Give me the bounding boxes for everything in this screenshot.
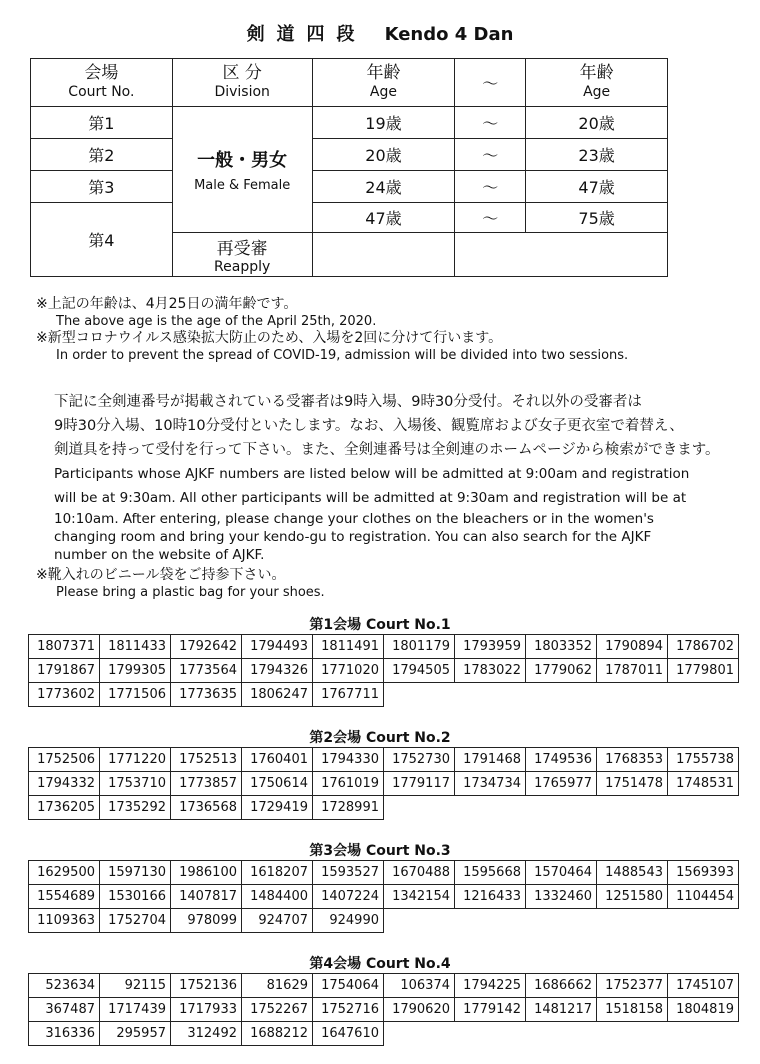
ajkf-number-cell: 1670488 (384, 861, 455, 885)
ajkf-number-cell: 924707 (242, 909, 313, 933)
ajkf-number-cell: 1735292 (100, 796, 171, 820)
number-row (29, 796, 739, 820)
blank-cell (455, 1022, 526, 1046)
ajkf-number-cell: 1799305 (100, 659, 171, 683)
ajkf-number-cell: 1407224 (313, 885, 384, 909)
blank-cell (526, 909, 597, 933)
blank-cell (597, 683, 668, 707)
ajkf-number-cell: 1750614 (242, 772, 313, 796)
age-from-cell: 47歳 (312, 203, 455, 233)
title-ja: 剣道四段 (246, 24, 367, 45)
court3-table (28, 860, 739, 933)
ajkf-number-cell: 1484400 (242, 885, 313, 909)
ajkf-number-cell: 1752704 (100, 909, 171, 933)
court1-table (28, 634, 739, 707)
number-row (29, 974, 739, 998)
ajkf-number-cell: 1773857 (171, 772, 242, 796)
ajkf-number-cell: 1729419 (242, 796, 313, 820)
court-cell: 第2 (31, 139, 173, 171)
blank-cell (455, 683, 526, 707)
ajkf-number-cell: 1811491 (313, 635, 384, 659)
header-division: 区 分 Division (172, 59, 312, 107)
ajkf-number-cell: 1753710 (100, 772, 171, 796)
ajkf-number-cell: 1773635 (171, 683, 242, 707)
ajkf-number-cell: 1986100 (171, 861, 242, 885)
ajkf-number-cell: 1734734 (455, 772, 526, 796)
header-tilde: ～ (455, 59, 526, 107)
ajkf-number-cell: 1779117 (384, 772, 455, 796)
ajkf-number-cell: 1688212 (242, 1022, 313, 1046)
number-row (29, 683, 739, 707)
ajkf-number-cell: 1332460 (526, 885, 597, 909)
ajkf-number-cell: 1771220 (100, 748, 171, 772)
ajkf-number-cell: 1530166 (100, 885, 171, 909)
ajkf-number-cell: 1554689 (29, 885, 100, 909)
age-row (31, 139, 668, 171)
header-age-from: 年齢 Age (312, 59, 455, 107)
blank-cell (526, 1022, 597, 1046)
court2-table (28, 747, 739, 820)
ajkf-number-cell: 1803352 (526, 635, 597, 659)
age-row (31, 171, 668, 203)
ajkf-number-cell: 1790620 (384, 998, 455, 1022)
ajkf-number-cell: 1786702 (668, 635, 739, 659)
ajkf-number-cell: 1768353 (597, 748, 668, 772)
tilde-cell: ～ (455, 139, 526, 171)
ajkf-number-cell: 312492 (171, 1022, 242, 1046)
division-cell: 一般・男女 Male & Female (172, 107, 312, 233)
ajkf-number-cell: 1752267 (242, 998, 313, 1022)
admission-paragraph-ja: 下記に全剣連番号が掲載されている受審者は9時入場、9時30分受付。それ以外の受審者は 9時30分入場、10時10分受付といたします。なお、入場後、観覧席および女子更衣室で着替え、 剣道具を持って受付を行って下さい。また、全剣連番号は全剣連のホームページから検索ができます。 (54, 394, 720, 458)
ajkf-number-cell: 1754064 (313, 974, 384, 998)
blank-cell (384, 796, 455, 820)
ajkf-number-cell: 1717439 (100, 998, 171, 1022)
ajkf-number-cell: 1518158 (597, 998, 668, 1022)
ajkf-number-cell: 1779801 (668, 659, 739, 683)
ajkf-number-cell: 1407817 (171, 885, 242, 909)
ajkf-number-cell: 1760401 (242, 748, 313, 772)
court2-title: 第2会場 Court No.2 (309, 730, 451, 746)
ajkf-number-cell: 1752513 (171, 748, 242, 772)
header-age-to: 年齢 Age (526, 59, 668, 107)
ajkf-number-cell: 1104454 (668, 885, 739, 909)
note-age-ja: ※上記の年齢は、4月25日の満年齢です。 (36, 296, 298, 312)
ajkf-number-cell: 1806247 (242, 683, 313, 707)
ajkf-number-cell: 92115 (100, 974, 171, 998)
age-table-header (31, 59, 668, 107)
blank-cell (455, 909, 526, 933)
tilde-cell: ～ (455, 203, 526, 233)
ajkf-number-cell: 1736205 (29, 796, 100, 820)
ajkf-number-cell: 1752377 (597, 974, 668, 998)
age-row (31, 107, 668, 139)
ajkf-number-cell: 1647610 (313, 1022, 384, 1046)
blank-cell (597, 1022, 668, 1046)
ajkf-number-cell: 1779142 (455, 998, 526, 1022)
ajkf-number-cell: 523634 (29, 974, 100, 998)
ajkf-number-cell: 1793959 (455, 635, 526, 659)
ajkf-number-cell: 106374 (384, 974, 455, 998)
empty-cell (455, 233, 668, 277)
note-covid-ja: ※新型コロナウイルス感染拡大防止のため、入場を2回に分けて行います。 (36, 330, 503, 346)
ajkf-number-cell: 1794332 (29, 772, 100, 796)
ajkf-number-cell: 924990 (313, 909, 384, 933)
ajkf-number-cell: 1629500 (29, 861, 100, 885)
age-to-cell: 75歳 (526, 203, 668, 233)
number-row (29, 748, 739, 772)
age-to-cell: 47歳 (526, 171, 668, 203)
ajkf-number-cell: 1736568 (171, 796, 242, 820)
ajkf-number-cell: 1595668 (455, 861, 526, 885)
ajkf-number-cell: 978099 (171, 909, 242, 933)
ajkf-number-cell: 1792642 (171, 635, 242, 659)
blank-cell (455, 796, 526, 820)
reapply-cell: 再受審 Reapply (172, 233, 312, 277)
ajkf-number-cell: 1745107 (668, 974, 739, 998)
ajkf-number-cell: 1791468 (455, 748, 526, 772)
ajkf-number-cell: 1717933 (171, 998, 242, 1022)
ajkf-number-cell: 1569393 (668, 861, 739, 885)
court-cell: 第3 (31, 171, 173, 203)
blank-cell (526, 796, 597, 820)
ajkf-number-cell: 316336 (29, 1022, 100, 1046)
ajkf-number-cell: 1794505 (384, 659, 455, 683)
ajkf-number-cell: 1751478 (597, 772, 668, 796)
ajkf-number-cell: 1570464 (526, 861, 597, 885)
ajkf-number-cell: 1748531 (668, 772, 739, 796)
blank-cell (597, 909, 668, 933)
blank-cell (384, 909, 455, 933)
age-table (30, 58, 668, 277)
ajkf-number-cell: 1755738 (668, 748, 739, 772)
ajkf-number-cell: 81629 (242, 974, 313, 998)
court-cell: 第4 (31, 203, 173, 277)
number-row (29, 909, 739, 933)
ajkf-number-cell: 1342154 (384, 885, 455, 909)
blank-cell (668, 796, 739, 820)
ajkf-number-cell: 1783022 (455, 659, 526, 683)
header-court: 会場 Court No. (31, 59, 173, 107)
ajkf-number-cell: 1752136 (171, 974, 242, 998)
ajkf-number-cell: 1593527 (313, 861, 384, 885)
empty-cell (312, 233, 455, 277)
age-row (31, 203, 668, 233)
ajkf-number-cell: 1794225 (455, 974, 526, 998)
page-title (0, 20, 760, 46)
ajkf-number-cell: 1790894 (597, 635, 668, 659)
ajkf-number-cell: 1773602 (29, 683, 100, 707)
shoes-note: ※靴入れのビニール袋をご持参下さい。 Please bring a plastic bag for your shoes. (36, 567, 325, 600)
blank-cell (668, 683, 739, 707)
court4-title: 第4会場 Court No.4 (309, 956, 451, 972)
ajkf-number-cell: 1807371 (29, 635, 100, 659)
ajkf-number-cell: 1618207 (242, 861, 313, 885)
admission-paragraph-en: Participants whose AJKF numbers are listed below will be admitted at 9:00am and registration will be at 9:30am. All other participants will be admitted at 9:30am and registration will be at 10:10am. After entering, please change your clothes on the bleachers or in the women's changing room and bring your kendo-gu to registration. You can also search for the AJKF number on the website of AJKF. (54, 466, 690, 563)
ajkf-number-cell: 1773564 (171, 659, 242, 683)
ajkf-number-cell: 1804819 (668, 998, 739, 1022)
ajkf-number-cell: 1771020 (313, 659, 384, 683)
number-row (29, 861, 739, 885)
age-from-cell: 20歳 (312, 139, 455, 171)
blank-cell (668, 1022, 739, 1046)
ajkf-number-cell: 1794493 (242, 635, 313, 659)
ajkf-number-cell: 1761019 (313, 772, 384, 796)
ajkf-number-cell: 1752716 (313, 998, 384, 1022)
ajkf-number-cell: 1811433 (100, 635, 171, 659)
ajkf-number-cell: 1728991 (313, 796, 384, 820)
ajkf-number-cell: 1794330 (313, 748, 384, 772)
ajkf-number-cell: 1801179 (384, 635, 455, 659)
ajkf-number-cell: 1752730 (384, 748, 455, 772)
blank-cell (526, 683, 597, 707)
ajkf-number-cell: 367487 (29, 998, 100, 1022)
ajkf-number-cell: 1488543 (597, 861, 668, 885)
ajkf-number-cell: 1779062 (526, 659, 597, 683)
ajkf-number-cell: 1686662 (526, 974, 597, 998)
blank-cell (384, 683, 455, 707)
age-to-cell: 23歳 (526, 139, 668, 171)
tilde-cell: ～ (455, 171, 526, 203)
number-row (29, 772, 739, 796)
notes (36, 296, 746, 364)
ajkf-number-cell: 295957 (100, 1022, 171, 1046)
ajkf-number-cell: 1767711 (313, 683, 384, 707)
ajkf-number-cell: 1791867 (29, 659, 100, 683)
ajkf-number-cell: 1787011 (597, 659, 668, 683)
number-row (29, 885, 739, 909)
number-row (29, 659, 739, 683)
number-row (29, 1022, 739, 1046)
tilde-cell: ～ (455, 107, 526, 139)
blank-cell (597, 796, 668, 820)
age-to-cell: 20歳 (526, 107, 668, 139)
note-covid-en: In order to prevent the spread of COVID-19, admission will be divided into two sessions. (56, 348, 629, 363)
ajkf-number-cell: 1749536 (526, 748, 597, 772)
ajkf-number-cell: 1481217 (526, 998, 597, 1022)
ajkf-number-cell: 1109363 (29, 909, 100, 933)
ajkf-number-cell: 1216433 (455, 885, 526, 909)
ajkf-number-cell: 1251580 (597, 885, 668, 909)
age-from-cell: 19歳 (312, 107, 455, 139)
ajkf-number-cell: 1771506 (100, 683, 171, 707)
ajkf-number-cell: 1794326 (242, 659, 313, 683)
number-row (29, 635, 739, 659)
number-row (29, 998, 739, 1022)
court3-title: 第3会場 Court No.3 (309, 843, 451, 859)
court4-table (28, 973, 739, 1046)
blank-cell (384, 1022, 455, 1046)
title-en: Kendo 4 Dan (384, 24, 514, 45)
court1-title: 第1会場 Court No.1 (309, 617, 451, 633)
blank-cell (668, 909, 739, 933)
note-age-en: The above age is the age of the April 25th, 2020. (56, 314, 377, 329)
ajkf-number-cell: 1765977 (526, 772, 597, 796)
court-cell: 第1 (31, 107, 173, 139)
ajkf-number-cell: 1752506 (29, 748, 100, 772)
age-from-cell: 24歳 (312, 171, 455, 203)
ajkf-number-cell: 1597130 (100, 861, 171, 885)
